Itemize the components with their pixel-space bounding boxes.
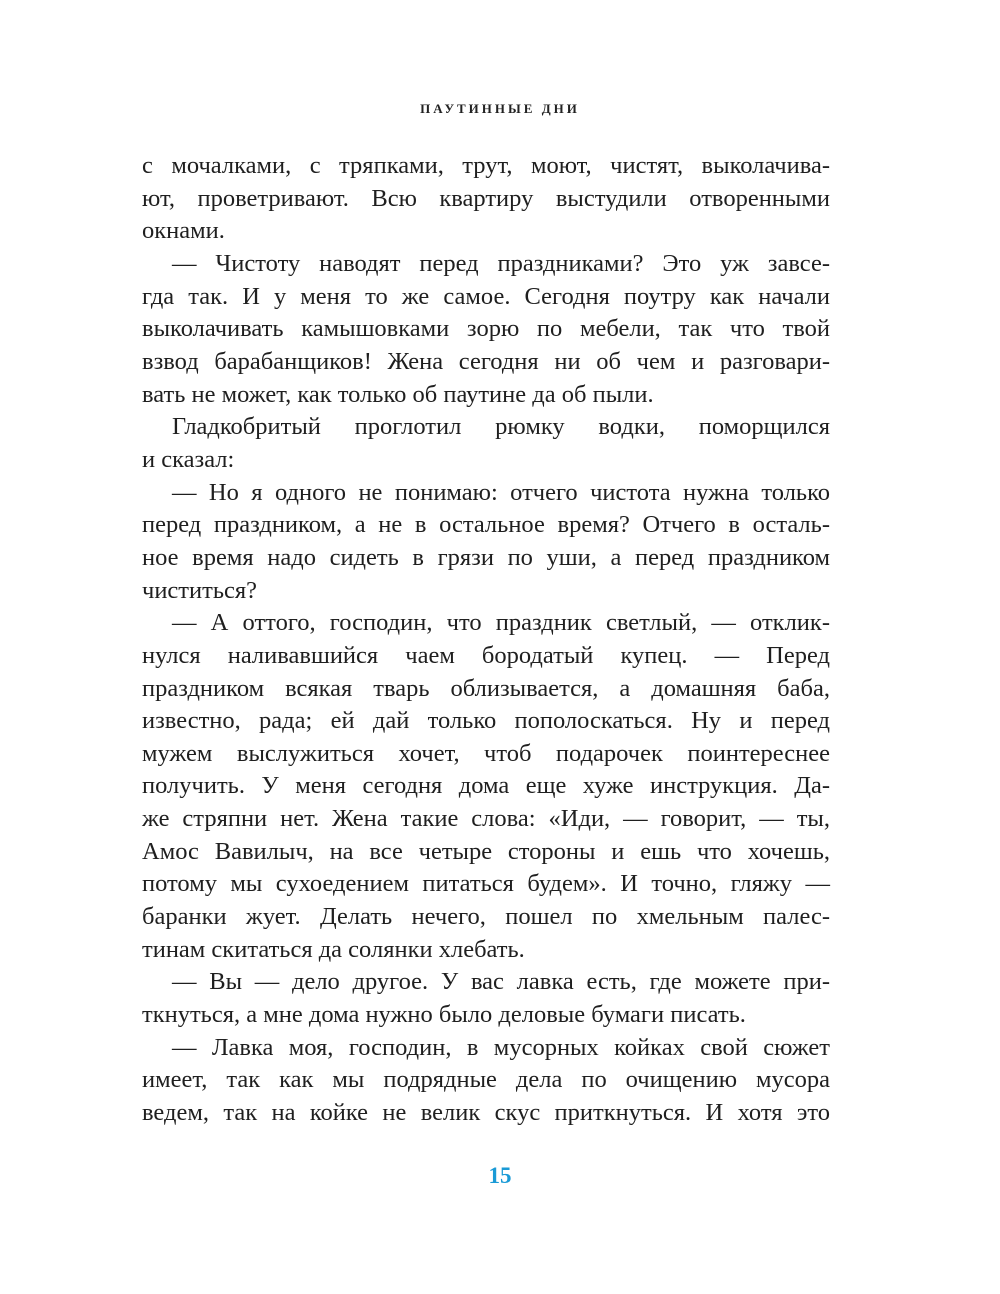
text-line	[142, 1032, 830, 1065]
body-text	[142, 150, 830, 1130]
text-line-content: чиститься?	[142, 576, 258, 604]
text-line	[142, 509, 830, 542]
text-line	[142, 477, 830, 510]
text-line	[142, 281, 830, 314]
text-line	[142, 411, 830, 444]
text-line	[142, 542, 830, 575]
text-line	[142, 966, 830, 999]
text-line	[142, 346, 830, 379]
text-line-content: ткнуться, а мне дома нужно было деловые бумаги писать.	[142, 1001, 746, 1029]
text-line	[142, 705, 830, 738]
text-line-content: — Чистоту наводят перед праздниками? Это уж завсе-	[172, 249, 830, 277]
text-line	[142, 313, 830, 346]
text-line	[142, 673, 830, 706]
text-line	[142, 999, 830, 1032]
text-line	[142, 640, 830, 673]
text-line	[142, 770, 830, 803]
text-line	[142, 803, 830, 836]
text-line-content: выколачивать камышовками зорю по мебели, так что твой	[142, 315, 830, 343]
text-line	[142, 901, 830, 934]
text-line-content: нулся наливавшийся чаем бородатый купец. — Перед	[142, 641, 830, 669]
text-line	[142, 1097, 830, 1130]
text-line-content: — Вы — дело другое. У вас лавка есть, где можете при-	[172, 968, 830, 996]
text-line-content: Амос Вавилыч, на все четыре стороны и ешь что хочешь,	[142, 837, 830, 865]
text-line-content: тинам скитаться да солянки хлебать.	[142, 935, 525, 963]
text-line-content: праздником всякая тварь облизывается, а домашняя баба,	[142, 674, 830, 702]
text-line-content: перед праздником, а не в остальное время? Отчего в осталь-	[142, 511, 830, 539]
text-line-content: мужем выслужиться хочет, чтоб подарочек поинтереснее	[142, 739, 830, 767]
text-line-content: с мочалками, с тряпками, трут, моют, чистят, выколачива-	[142, 152, 830, 179]
text-line-content: Гладкобритый проглотил рюмку водки, поморщился	[172, 413, 830, 441]
text-line-content: же стряпни нет. Жена такие слова: «Иди, — говорит, — ты,	[142, 805, 830, 833]
text-line	[142, 607, 830, 640]
text-line-content: гда так. И у меня то же самое. Сегодня поутру как начали	[142, 282, 830, 310]
text-line	[142, 183, 830, 216]
text-line-content: — Но я одного не понимаю: отчего чистота нужна только	[172, 478, 830, 506]
text-line	[142, 934, 830, 967]
text-line-content: окнами.	[142, 217, 225, 245]
text-line-content: — Лавка моя, господин, в мусорных койках свой сюжет	[172, 1033, 830, 1061]
text-line	[142, 444, 830, 477]
text-line-content: ют, проветривают. Всю квартиру выстудили отворенными	[142, 184, 830, 212]
text-line	[142, 150, 830, 183]
text-line	[142, 575, 830, 608]
text-line	[142, 836, 830, 869]
text-line-content: баранки жует. Делать нечего, пошел по хмельным палес-	[142, 903, 830, 931]
text-line	[142, 248, 830, 281]
text-line-content: взвод барабанщиков! Жена сегодня ни об чем и разговари-	[142, 347, 830, 375]
text-line-content: вать не может, как только об паутине да об пыли.	[142, 380, 654, 408]
text-line-content: ведем, так на койке не велик скус приткнуться. И хотя это	[142, 1099, 830, 1127]
text-line-content: известно, рада; ей дай только пополоскаться. Ну и перед	[142, 707, 830, 735]
text-line-content: — А оттого, господин, что праздник светлый, — отклик-	[172, 609, 830, 637]
text-line	[142, 738, 830, 771]
text-line-content: ное время надо сидеть в грязи по уши, а перед праздником	[142, 543, 830, 571]
text-line-content: и сказал:	[142, 445, 235, 473]
text-line-content: потому мы сухоедением питаться будем». И точно, гляжу —	[142, 870, 830, 898]
text-line	[142, 868, 830, 901]
text-line	[142, 215, 830, 248]
running-head: ПАУТИННЫЕ ДНИ	[420, 101, 580, 116]
text-line	[142, 1064, 830, 1097]
text-line-content: получить. У меня сегодня дома еще хуже инструкция. Да-	[142, 772, 830, 800]
text-line	[142, 379, 830, 412]
text-line-content: имеет, так как мы подрядные дела по очищению мусора	[142, 1066, 830, 1094]
page-number: 15	[488, 1163, 512, 1188]
